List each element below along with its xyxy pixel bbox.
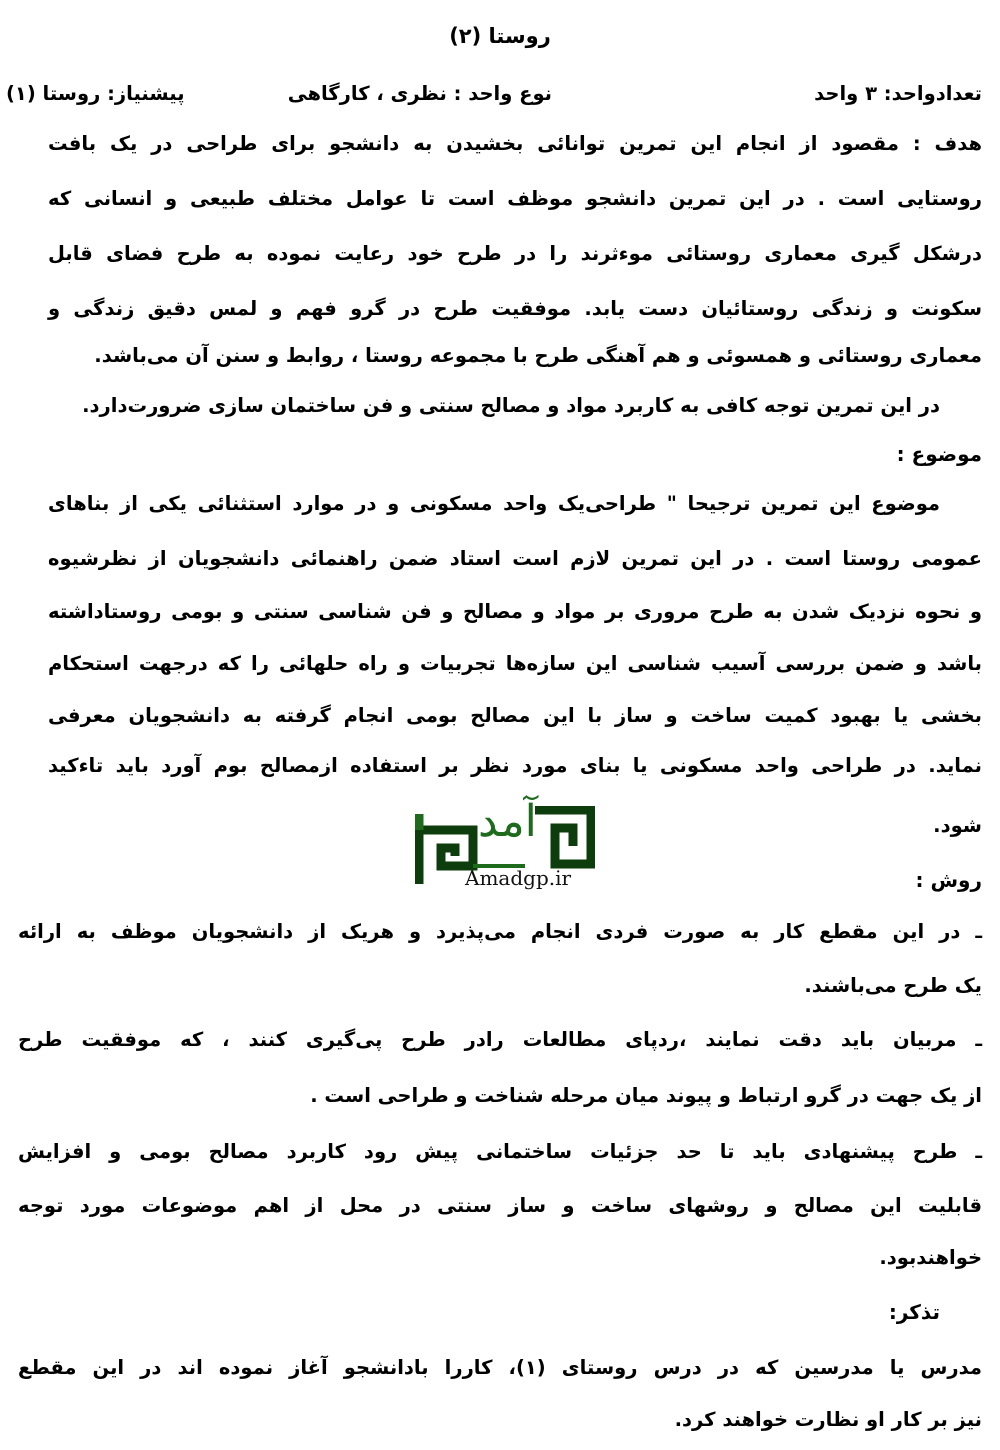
method-line: قابلیت این مصالح و روشهای ساخت و ساز سنتی در محل از اهم موضوعات مورد توجه [18, 1194, 982, 1217]
subject-line: عمومی روستا است . در این تمرین لازم است استاد ضمن راهنمائی دانشجویان از نظرشیوه [48, 547, 982, 570]
method-line: ـ در این مقطع کار به صورت فردی انجام می‌پذیرد و هریک از دانشجویان موظف به ارائه [18, 920, 982, 943]
unit-type: نوع واحد : نظری ، کارگاهی [287, 82, 552, 105]
method-line: یک طرح می‌باشند. [804, 974, 982, 997]
subject-heading: موضوع : [896, 442, 982, 466]
goal-line: سکونت و زندگی روستائیان دست یابد. موفقیت طرح در گرو فهم و لمس دقیق زندگی و [48, 297, 982, 320]
logo-persian-text: آمد [478, 796, 537, 847]
goal-line: در این تمرین توجه کافی به کاربرد مواد و مصالح سنتی و فن ساختمان سازی ضرورت‌دارد. [82, 394, 940, 417]
subject-line: و نحوه نزدیک شدن به طرح مروری بر مواد و مصالح و فن شناسی سنتی و بومی روستاداشته [48, 600, 982, 623]
subject-line: شود. [933, 814, 982, 837]
note-line: مدرس یا مدرسین که در درس روستای (۱)، کاررا بادانشجو آغاز نموده اند در این مقطع [18, 1356, 982, 1379]
method-line: خواهندبود. [879, 1246, 982, 1269]
note-line: نیز بر کار او نظارت خواهند کرد. [674, 1408, 982, 1431]
goal-line: هدف : مقصود از انجام این تمرین توانائی بخشیدن به دانشجو برای طراحی در یک بافت [48, 132, 982, 155]
method-line: ـ طرح پیشنهادی باید تا حد جزئیات ساختمانی پیش رود کاربرد مصالح بومی و افزایش [18, 1140, 982, 1163]
note-heading: تذکر: [888, 1300, 940, 1324]
subject-line: نماید. در طراحی واحد مسکونی یا بنای مورد نظر بر استفاده ازمصالح بوم آورد باید تاءکید [48, 754, 982, 777]
page-title: روستا (۲) [449, 24, 551, 48]
subject-line: باشد و ضمن بررسی آسیب شناسی این سازه‌ها تجربیات و راه حلهائی را که درجهت استحکام [48, 652, 982, 675]
method-heading: روش : [915, 868, 982, 892]
units-count: تعدادواحد: ۳ واحد [814, 82, 982, 105]
subject-line: بخشی یا بهبود کمیت ساخت و ساز با این مصالح بومی انجام گرفته به دانشجویان معرفی [48, 704, 982, 727]
logo-latin-text: Amadgp.ir [465, 866, 572, 890]
goal-line: معماری روستائی و همسوئی و هم آهنگی طرح با مجموعه روستا ، روابط و سنن آن می‌باشد. [94, 344, 982, 367]
method-line: از یک جهت در گرو ارتباط و پیوند میان مرحله شناخت و طراحی است . [310, 1084, 982, 1107]
subject-line: موضوع این تمرین ترجیحا " طراحی‌یک واحد مسکونی و در موارد استثنائی یکی از بناهای [48, 492, 940, 515]
goal-line: روستایی است . در این تمرین دانشجو موظف است تا عوامل مختلف طبیعی و انسانی که [48, 187, 982, 210]
goal-line: درشکل گیری معماری روستائی موءثرند را در طرح خود رعایت نموده به طرح فضای قابل [48, 242, 982, 265]
method-line: ـ مربیان باید دقت نمایند ،ردپای مطالعات رادر طرح پی‌گیری کنند ، که موفقیت طرح [18, 1028, 982, 1051]
prerequisite: پیشنیاز: روستا (۱) [6, 82, 185, 105]
